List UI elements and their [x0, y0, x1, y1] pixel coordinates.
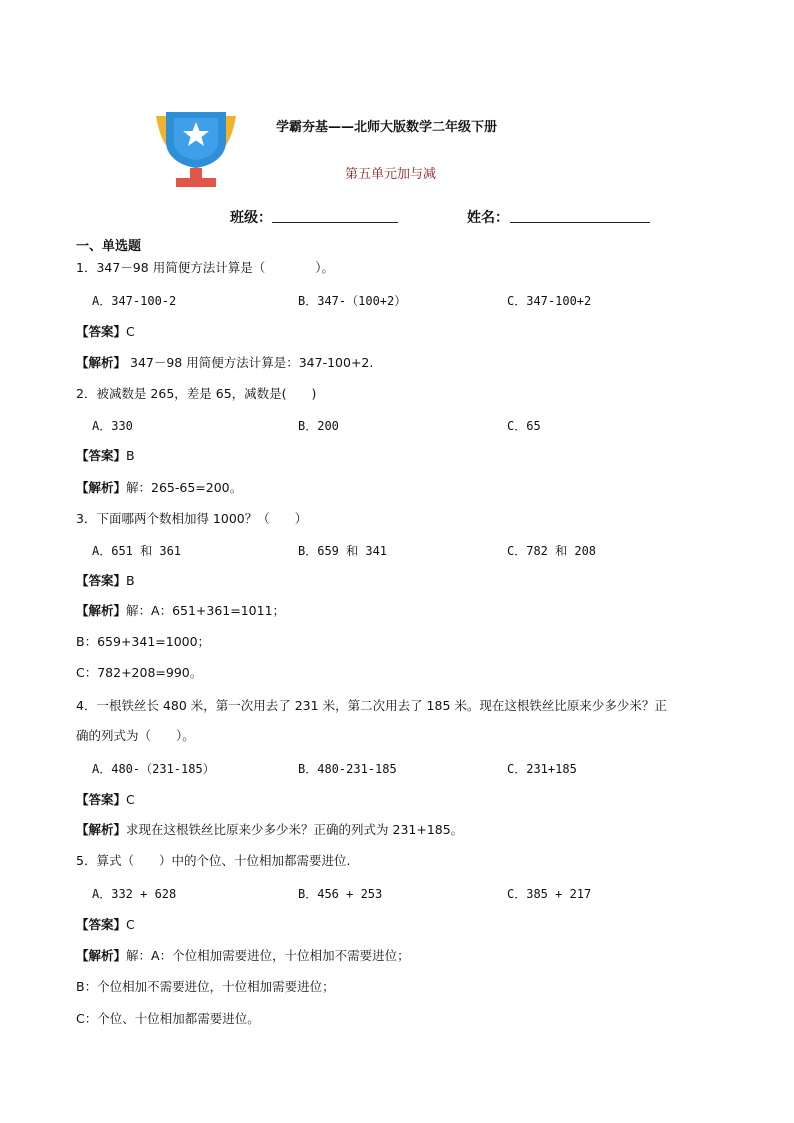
- question-5-stem: 5．算式（ ）中的个位、十位相加都需要进位.: [76, 853, 351, 868]
- question-3-analysis-line-3: C：782+208=990。: [76, 665, 203, 680]
- question-3-option-c: C．782 和 208: [507, 544, 597, 558]
- question-1-option-c: C．347-100+2: [507, 294, 592, 308]
- question-4-stem-line-2: 确的列式为（ ）。: [76, 728, 195, 743]
- trophy-icon: [152, 112, 240, 188]
- question-3-analysis-line-2: B：659+341=1000；: [76, 634, 211, 649]
- answer-label: 【答案】: [76, 324, 127, 339]
- analysis-text: 347－98 用简便方法计算是：347-100+2.: [126, 355, 374, 370]
- question-4-option-b: B．480-231-185: [298, 762, 397, 776]
- name-label: 姓名：: [467, 210, 509, 226]
- question-3-option-b: B．659 和 341: [298, 544, 388, 558]
- question-3-option-a: A．651 和 361: [92, 544, 182, 558]
- analysis-label: 【解析】: [76, 480, 127, 495]
- question-3-analysis: [76, 603, 285, 619]
- section-title: 一、单选题: [76, 239, 142, 254]
- question-5-option-a: A．332 + 628: [92, 887, 177, 901]
- answer-value: C: [126, 324, 135, 339]
- analysis-text: 解：A：个位相加需要进位，十位相加不需要进位；: [126, 948, 410, 963]
- analysis-text: 解：A：651+361=1011；: [126, 603, 286, 618]
- question-2-stem: 2．被减数是 265，差是 65，减数是( ): [76, 386, 317, 401]
- document-title: 学霸夯基——北师大版数学二年级下册: [276, 120, 498, 135]
- question-1-option-b: B．347-（100+2）: [298, 294, 407, 308]
- question-5-option-b: B．456 + 253: [298, 887, 383, 901]
- question-5-analysis: [76, 948, 410, 964]
- class-blank-line[interactable]: [272, 222, 398, 223]
- question-5-analysis-line-3: C：个位、十位相加都需要进位。: [76, 1011, 260, 1026]
- question-2-option-a: A．330: [92, 419, 133, 433]
- answer-value: B: [126, 573, 135, 588]
- answer-value: C: [126, 917, 135, 932]
- question-4-stem-line-1: 4．一根铁丝长 480 米，第一次用去了 231 米，第二次用去了 185 米。现在这根铁丝比原来少多少米？正: [76, 698, 667, 713]
- answer-label: 【答案】: [76, 448, 127, 463]
- question-4-analysis: [76, 822, 463, 838]
- answer-label: 【答案】: [76, 573, 127, 588]
- question-5-answer: [76, 917, 135, 933]
- question-3-stem: 3．下面哪两个数相加得 1000？（ ）: [76, 511, 308, 526]
- question-2-option-b: B．200: [298, 419, 339, 433]
- analysis-label: 【解析】: [76, 603, 127, 618]
- question-3-answer: [76, 573, 135, 589]
- document-subtitle: 第五单元加与减: [345, 167, 437, 182]
- name-blank-line[interactable]: [510, 222, 650, 223]
- question-1-analysis: [76, 355, 373, 371]
- answer-label: 【答案】: [76, 792, 127, 807]
- analysis-label: 【解析】: [76, 355, 127, 370]
- question-1-answer: [76, 324, 135, 340]
- question-4-option-a: A．480-（231-185）: [92, 762, 215, 776]
- question-5-analysis-line-2: B：个位相加不需要进位，十位相加需要进位；: [76, 979, 335, 994]
- analysis-text: 求现在这根铁丝比原来少多少米？正确的列式为 231+185。: [126, 822, 464, 837]
- answer-value: C: [126, 792, 135, 807]
- question-4-answer: [76, 792, 135, 808]
- analysis-label: 【解析】: [76, 822, 127, 837]
- answer-value: B: [126, 448, 135, 463]
- question-4-option-c: C．231+185: [507, 762, 577, 776]
- question-1-stem: 1．347－98 用简便方法计算是（ ）。: [76, 260, 334, 275]
- analysis-label: 【解析】: [76, 948, 127, 963]
- class-label: 班级：: [230, 210, 272, 226]
- question-1-option-a: A．347-100-2: [92, 294, 177, 308]
- question-2-answer: [76, 448, 135, 464]
- answer-label: 【答案】: [76, 917, 127, 932]
- analysis-text: 解：265-65=200。: [126, 480, 243, 495]
- question-2-analysis: [76, 480, 242, 496]
- question-2-option-c: C．65: [507, 419, 541, 433]
- question-5-option-c: C．385 + 217: [507, 887, 592, 901]
